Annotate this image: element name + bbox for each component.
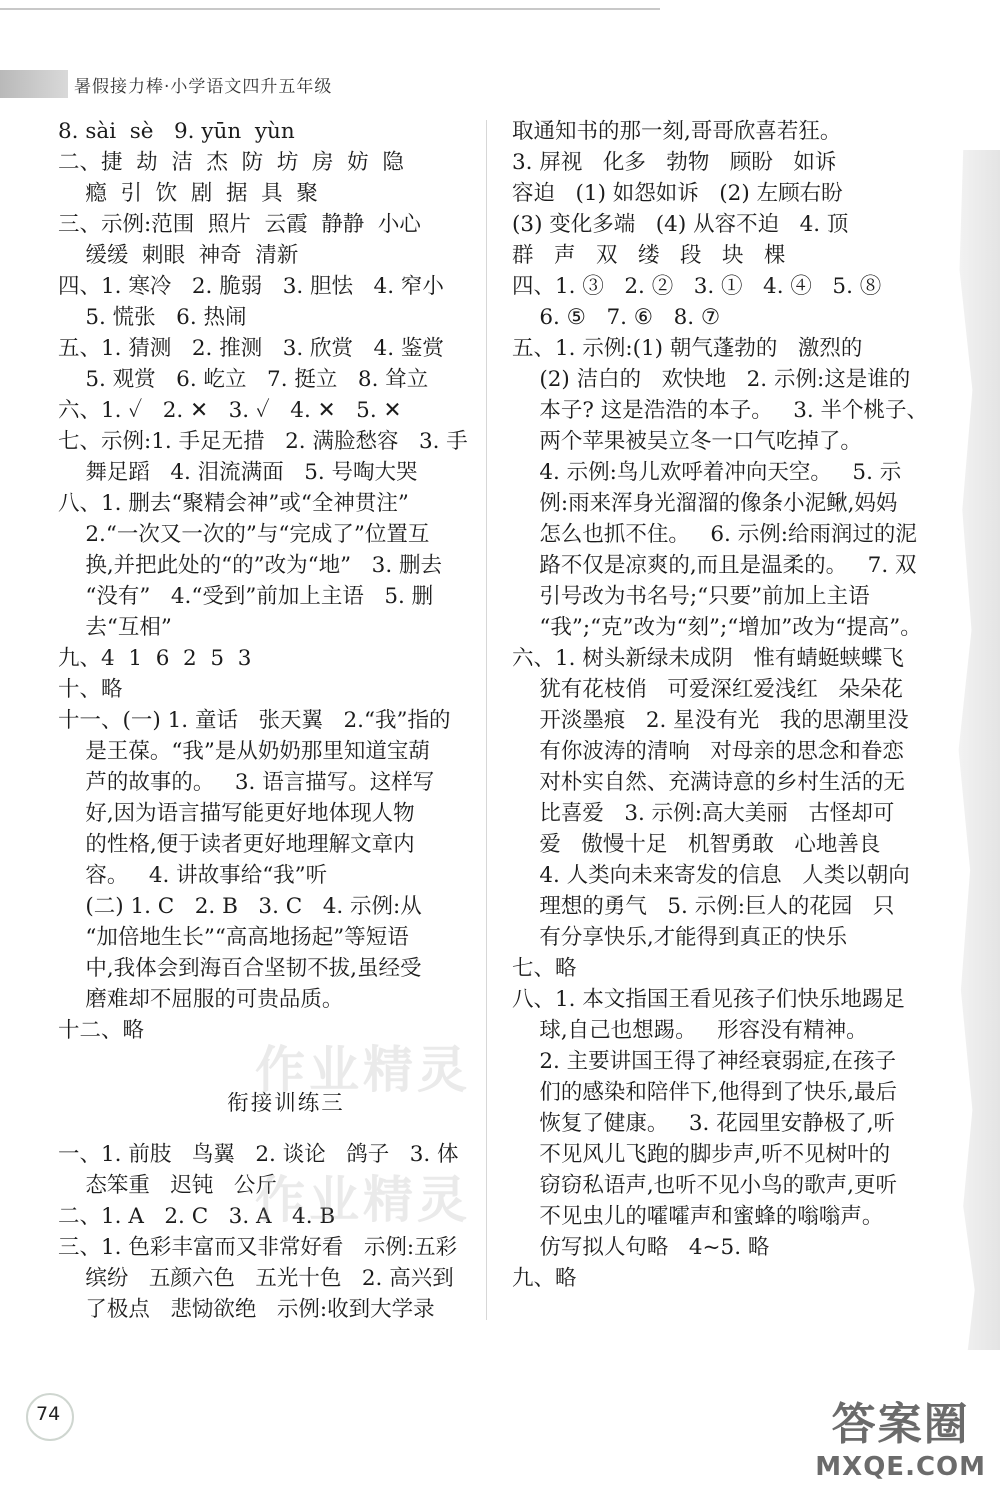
left-column-lines-before [58, 116, 478, 1046]
text-line: 比喜爱 3. 示例:高大美丽 古怪却可 [512, 801, 895, 826]
text-line: 五、1. 示例:(1) 朝气蓬勃的 激烈的 [512, 336, 863, 361]
right-column [512, 116, 929, 1294]
page-number: 74 [36, 1403, 61, 1425]
text-line: 十一、(一) 1. 童话 张天翼 2.“我”指的 [58, 708, 451, 733]
text-line: 是王葆。“我”是从奶奶那里知道宝葫 [58, 739, 430, 764]
text-line: “加倍地生长”“高高地扬起”等短语 [58, 925, 409, 950]
text-line: 换,并把此处的“的”改为“地” 3. 删去 [58, 553, 442, 578]
text-line: 2.“一次又一次的”与“完成了”位置互 [58, 522, 430, 547]
text-line: 有分享快乐,才能得到真正的快乐 [512, 925, 848, 950]
text-line: 8. sài sè 9. yūn yùn [58, 119, 295, 144]
text-line: 取通知书的那一刻,哥哥欣喜若狂。 [512, 119, 842, 144]
text-line: 的性格,便于读者更好地理解文章内 [58, 832, 415, 857]
text-line: 磨难却不屈服的可贵品质。 [58, 987, 344, 1012]
text-line: 瘾 引 饮 剧 据 具 聚 [58, 181, 318, 206]
text-line: 引号改为书名号;“只要”前加上主语 [512, 584, 870, 609]
corner-watermark-logo [815, 1388, 986, 1482]
text-line: 中,我体会到海百合坚韧不拔,虽经受 [58, 956, 422, 981]
text-line: 2. 主要讲国王得了神经衰弱症,在孩子 [512, 1049, 897, 1074]
top-rule [0, 8, 660, 10]
text-line: “没有” 4.“受到”前加上主语 5. 删 [58, 584, 434, 609]
text-line: 6. ⑤ 7. ⑥ 8. ⑦ [512, 305, 721, 330]
text-line: 缤纷 五颜六色 五光十色 2. 高兴到 [58, 1266, 454, 1291]
text-line: 芦的故事的。 3. 语言描写。这样写 [58, 770, 435, 795]
column-divider [486, 120, 487, 1320]
text-line: 七、略 [512, 956, 577, 981]
text-line: 三、示例:范围 照片 云霞 静静 小心 [58, 212, 421, 237]
text-line: 容迫 (1) 如怨如诉 (2) 左顾右盼 [512, 181, 843, 206]
header-bar [0, 70, 68, 98]
text-line: 二、1. A 2. C 3. A 4. B [58, 1204, 336, 1229]
text-line: 六、1. 树头新绿未成阴 惟有蜻蜓蛱蝶飞 [512, 646, 904, 671]
text-line: 好,因为语言描写能更好地体现人物 [58, 801, 415, 826]
text-line: 四、1. 寒冷 2. 脆弱 3. 胆怯 4. 窄小 [58, 274, 444, 299]
text-line: 不见虫儿的嚯嚯声和蜜蜂的嗡嗡声。 [512, 1204, 884, 1229]
text-line: 例:雨来浑身光溜溜的像条小泥鳅,妈妈 [512, 491, 898, 516]
text-line: 态笨重 迟钝 公斤 [58, 1173, 277, 1198]
text-line: 4. 人类向未来寄发的信息 人类以朝向 [512, 863, 910, 888]
header-title: 暑假接力棒·小学语文四升五年级 [74, 77, 333, 97]
text-line: 五、1. 猜测 2. 推测 3. 欣赏 4. 鉴赏 [58, 336, 444, 361]
text-line: 理想的勇气 5. 示例:巨人的花园 只 [512, 894, 895, 919]
text-line: 4. 示例:鸟儿欢呼着冲向天空。 5. 示 [512, 460, 902, 485]
text-line: (二) 1. C 2. B 3. C 4. 示例:从 [58, 894, 422, 919]
watermark-text: 作业精灵 [255, 1171, 471, 1229]
text-line: 舞足蹈 4. 泪流满面 5. 号啕大哭 [58, 460, 418, 485]
text-line: 有你波涛的清响 对母亲的思念和眷恋 [512, 739, 904, 764]
corner-watermark-big: 答案圈 [831, 1399, 970, 1450]
text-line: 爱 傲慢十足 机智勇敢 心地善良 [512, 832, 881, 857]
text-line: 怎么也抓不住。 6. 示例:给雨润过的泥 [512, 522, 917, 547]
text-line: 一、1. 前肢 鸟翼 2. 谈论 鸽子 3. 体 [58, 1142, 459, 1167]
torn-page-edge [954, 150, 1000, 1350]
text-line: 5. 观赏 6. 屹立 7. 挺立 8. 耸立 [58, 367, 429, 392]
text-line: 犹有花枝俏 可爱深红爱浅红 朵朵花 [512, 677, 903, 702]
text-line: 去“互相” [58, 615, 172, 640]
text-line: 窃窃私语声,也听不见小鸟的歌声,更听 [512, 1173, 898, 1198]
text-line: 缓缓 刺眼 神奇 清新 [58, 243, 299, 268]
text-line: 路不仅是凉爽的,而且是温柔的。 7. 双 [512, 553, 917, 578]
watermark-text: 作业精灵 [255, 1041, 471, 1099]
text-line: 十二、略 [58, 1018, 145, 1043]
text-line: 三、1. 色彩丰富而又非常好看 示例:五彩 [58, 1235, 458, 1260]
text-line: 八、1. 删去“聚精会神”或“全神贯注” [58, 491, 409, 516]
text-line: 七、示例:1. 手足无措 2. 满脸愁容 3. 手 [58, 429, 468, 454]
text-line: 对朴实自然、充满诗意的乡村生活的无 [512, 770, 905, 795]
text-line: 群 声 双 缕 段 块 棵 [512, 243, 786, 268]
text-line: 了极点 悲恸欲绝 示例:收到大学录 [58, 1297, 435, 1322]
right-column-lines [512, 116, 929, 1294]
text-line: 九、4 1 6 2 5 3 [58, 646, 252, 671]
text-line: 十、略 [58, 677, 123, 702]
text-line: 恢复了健康。 3. 花园里安静极了,听 [512, 1111, 896, 1136]
text-line: 3. 屏视 化多 勃物 顾盼 如诉 [512, 150, 837, 175]
text-line: 本子? 这是浩浩的本子。 3. 半个桃子、 [512, 398, 929, 423]
text-line: 六、1. ✓ 2. ✕ 3. ✓ 4. ✕ 5. ✕ [58, 398, 402, 423]
text-line: 两个苹果被吴立冬一口气吃掉了。 [512, 429, 862, 454]
text-line: 八、1. 本文指国王看见孩子们快乐地踢足 [512, 987, 905, 1012]
corner-watermark-small: MXQE.COM [815, 1452, 986, 1482]
text-line: 球,自己也想踢。 形容没有精神。 [512, 1018, 868, 1043]
text-line: 开淡墨痕 2. 星没有光 我的思潮里没 [512, 708, 909, 733]
text-line: (3) 变化多端 (4) 从容不迫 4. 顶 [512, 212, 849, 237]
text-line: 九、略 [512, 1266, 577, 1291]
section-title: 衔接训练三 [227, 1091, 345, 1116]
text-line: 仿写拟人句略 4~5. 略 [512, 1235, 770, 1260]
text-line: 容。 4. 讲故事给“我”听 [58, 863, 328, 888]
text-line: 二、捷 劫 洁 杰 防 坊 房 妨 隐 [58, 150, 404, 175]
text-line: 四、1. ③ 2. ② 3. ① 4. ④ 5. ⑧ [512, 274, 882, 299]
text-line: 5. 慌张 6. 热闹 [58, 305, 247, 330]
text-line: 们的感染和陪伴下,他得到了快乐,最后 [512, 1080, 898, 1105]
text-line: “我”;“克”改为“刻”;“增加”改为“提高”。 [512, 615, 922, 640]
text-line: (2) 洁白的 欢快地 2. 示例:这是谁的 [512, 367, 911, 392]
left-column [58, 116, 478, 1325]
text-line: 不见风儿飞跑的脚步声,听不见树叶的 [512, 1142, 891, 1167]
